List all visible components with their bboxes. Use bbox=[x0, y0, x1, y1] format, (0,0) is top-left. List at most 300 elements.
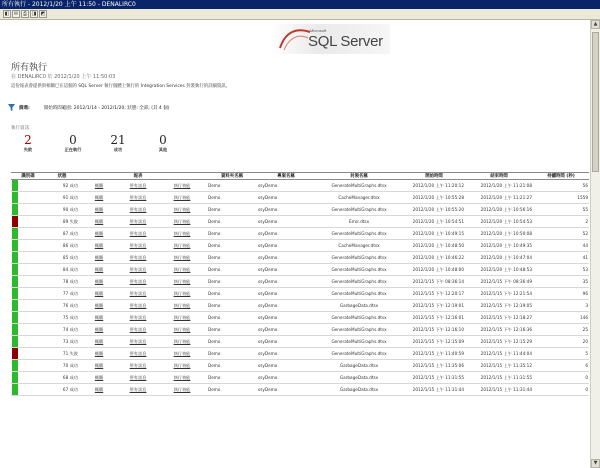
sql-server-logo bbox=[270, 24, 390, 54]
table-header-row bbox=[11, 173, 589, 180]
execution-id-value: 90 bbox=[62, 206, 69, 212]
folder-name: Demo bbox=[207, 240, 257, 252]
end-time: 2012/1/20 上午 10:54:53 bbox=[465, 216, 533, 228]
package-name: CacheManager.dtsx bbox=[315, 192, 403, 204]
stat-value: 0 bbox=[159, 133, 167, 147]
end-time: 2012/1/15 下午 08:36:49 bbox=[465, 276, 533, 288]
execution-performance-link[interactable]: 執行效能 bbox=[157, 360, 207, 372]
status-indicator bbox=[11, 288, 45, 300]
column-header[interactable]: 狀態 bbox=[45, 173, 79, 180]
report-toolbar bbox=[0, 9, 600, 20]
filter-text: 開始時間範圍: 2012/1/14 - 2012/1/20; 狀態: 全部; (其 4 個) bbox=[43, 105, 170, 111]
duration: 0 bbox=[533, 372, 589, 384]
status-indicator bbox=[11, 228, 45, 240]
package-name: GenerateMultiGraphs.dtsx bbox=[315, 348, 403, 360]
execution-performance-link[interactable]: 執行效能 bbox=[157, 324, 207, 336]
end-time: 2012/1/15 下午 12:21:54 bbox=[465, 288, 533, 300]
execution-status: 成功 bbox=[69, 302, 78, 308]
execution-id-value: 76 bbox=[62, 302, 69, 308]
duration: 55 bbox=[533, 204, 589, 216]
stat-value: 21 bbox=[110, 133, 126, 147]
execution-status: 成功 bbox=[69, 314, 78, 320]
start-time: 2012/1/15 下午 08:36:14 bbox=[403, 276, 465, 288]
table-row bbox=[11, 180, 589, 192]
column-header[interactable] bbox=[79, 173, 119, 180]
all-messages-link[interactable]: 所有訊息 bbox=[119, 264, 157, 276]
end-time: 2012/1/15 下午 12:15:29 bbox=[465, 336, 533, 348]
filter-label: 篩選: bbox=[19, 105, 30, 111]
status-indicator bbox=[11, 240, 45, 252]
overview-link[interactable]: 概觀 bbox=[79, 216, 119, 228]
overview-link[interactable]: 概觀 bbox=[79, 324, 119, 336]
table-row bbox=[11, 312, 589, 324]
execution-info-label: 執行資訊 bbox=[11, 126, 29, 131]
start-time: 2012/1/15 下午 12:19:01 bbox=[403, 300, 465, 312]
start-time: 2012/1/20 上午 10:55:28 bbox=[403, 192, 465, 204]
print-icon[interactable]: ⎙ bbox=[22, 11, 27, 17]
execution-id bbox=[45, 300, 79, 312]
filter-bar[interactable] bbox=[8, 104, 169, 111]
execution-id-value: 78 bbox=[62, 278, 69, 284]
folder-name: Demo bbox=[207, 312, 257, 324]
execution-status: 成功 bbox=[69, 278, 78, 284]
start-time: 2012/1/20 上午 10:54:51 bbox=[403, 216, 465, 228]
package-name: GarbageData.dtsx bbox=[315, 360, 403, 372]
execution-status: 成功 bbox=[69, 206, 78, 212]
execution-status: 成功 bbox=[69, 266, 78, 272]
scroll-up-icon[interactable]: ▲ bbox=[591, 20, 600, 29]
execution-status: 成功 bbox=[69, 326, 78, 332]
status-indicator-bar bbox=[12, 216, 18, 227]
execution-id bbox=[45, 324, 79, 336]
document-map-icon[interactable]: ◧ bbox=[4, 11, 10, 17]
status-indicator-bar bbox=[12, 252, 18, 263]
end-time: 2012/1/15 下午 12:16:36 bbox=[465, 324, 533, 336]
start-time: 2012/1/15 上午 11:35:06 bbox=[403, 360, 465, 372]
end-time: 2012/1/15 下午 12:19:05 bbox=[465, 300, 533, 312]
project-name: ssyDemo bbox=[257, 204, 315, 216]
column-header[interactable]: 開始時間 bbox=[403, 173, 465, 180]
start-time: 2012/1/20 上午 11:20:12 bbox=[403, 180, 465, 192]
overview-link[interactable]: 概觀 bbox=[79, 252, 119, 264]
execution-id bbox=[45, 288, 79, 300]
project-name: ssyDemo bbox=[257, 324, 315, 336]
duration: 146 bbox=[533, 312, 589, 324]
execution-status: 成功 bbox=[69, 374, 78, 380]
folder-name: Demo bbox=[207, 276, 257, 288]
project-name: ssyDemo bbox=[257, 360, 315, 372]
execution-performance-link[interactable]: 執行效能 bbox=[157, 216, 207, 228]
status-indicator-bar bbox=[12, 228, 18, 239]
execution-performance-link[interactable]: 執行效能 bbox=[157, 276, 207, 288]
execution-id bbox=[45, 384, 79, 396]
all-messages-link[interactable]: 所有訊息 bbox=[119, 240, 157, 252]
overview-link[interactable]: 概觀 bbox=[79, 348, 119, 360]
duration: 56 bbox=[533, 180, 589, 192]
execution-id-value: 75 bbox=[62, 314, 69, 320]
column-header[interactable]: 結束時間 bbox=[465, 173, 533, 180]
all-messages-link[interactable]: 所有訊息 bbox=[119, 192, 157, 204]
execution-id-value: 67 bbox=[62, 386, 69, 392]
folder-name: Demo bbox=[207, 372, 257, 384]
status-indicator-bar bbox=[12, 300, 18, 311]
table-row bbox=[11, 372, 589, 384]
table-row bbox=[11, 216, 589, 228]
status-indicator bbox=[11, 312, 45, 324]
stat-3 bbox=[148, 133, 178, 153]
execution-status: 失敗 bbox=[69, 350, 78, 356]
end-time: 2012/1/15 下午 12:18:27 bbox=[465, 312, 533, 324]
execution-performance-link[interactable]: 執行效能 bbox=[157, 228, 207, 240]
project-name: ssyDemo bbox=[257, 240, 315, 252]
start-time: 2012/1/15 下午 12:16:10 bbox=[403, 324, 465, 336]
execution-status: 成功 bbox=[69, 254, 78, 260]
duration: 1559 bbox=[533, 192, 589, 204]
execution-status: 成功 bbox=[69, 182, 78, 188]
start-time: 2012/1/20 上午 10:55:20 bbox=[403, 204, 465, 216]
table-row bbox=[11, 252, 589, 264]
execution-id-value: 86 bbox=[62, 242, 69, 248]
table-row bbox=[11, 276, 589, 288]
overview-link[interactable]: 概觀 bbox=[79, 300, 119, 312]
status-indicator bbox=[11, 324, 45, 336]
logo-microsoft-text: Microsoft bbox=[310, 28, 327, 33]
project-name: ssyDemo bbox=[257, 192, 315, 204]
filter-icon[interactable] bbox=[8, 104, 15, 111]
end-time: 2012/1/15 上午 11:31:55 bbox=[465, 372, 533, 384]
overview-link[interactable]: 概觀 bbox=[79, 276, 119, 288]
all-messages-link[interactable]: 所有訊息 bbox=[119, 300, 157, 312]
all-messages-link[interactable]: 所有訊息 bbox=[119, 348, 157, 360]
stat-value: 2 bbox=[24, 133, 32, 147]
project-name: ssyDemo bbox=[257, 288, 315, 300]
all-messages-link[interactable]: 所有訊息 bbox=[119, 180, 157, 192]
execution-id bbox=[45, 276, 79, 288]
execution-status: 失敗 bbox=[69, 218, 78, 224]
status-indicator bbox=[11, 252, 45, 264]
sql-server-swoosh-icon bbox=[278, 26, 312, 52]
stat-0 bbox=[13, 133, 43, 153]
overview-link[interactable]: 概觀 bbox=[79, 264, 119, 276]
execution-id-value: 91 bbox=[62, 194, 69, 200]
project-name: ssyDemo bbox=[257, 228, 315, 240]
package-name: GarbageData.dtsx bbox=[315, 372, 403, 384]
start-time: 2012/1/15 下午 12:20:17 bbox=[403, 288, 465, 300]
folder-name: Demo bbox=[207, 360, 257, 372]
duration: 25 bbox=[533, 324, 589, 336]
project-name: ssyDemo bbox=[257, 264, 315, 276]
project-name: ssyDemo bbox=[257, 276, 315, 288]
package-name: GenerateMultiGraphs.dtsx bbox=[315, 324, 403, 336]
duration: 6 bbox=[533, 360, 589, 372]
status-indicator bbox=[11, 384, 45, 396]
execution-id-value: 77 bbox=[62, 290, 69, 296]
package-name: GarbageData.dtsx bbox=[315, 300, 403, 312]
report-description: 這份報表會提供與相關已在這個的 SQL Server 執行個體上執行的 Integration Services 封裝執行的詳細資訊。 bbox=[11, 84, 231, 89]
status-indicator bbox=[11, 216, 45, 228]
duration: 52 bbox=[533, 228, 589, 240]
execution-performance-link[interactable]: 執行效能 bbox=[157, 288, 207, 300]
package-name: GenerateMultiGraphs.dtsx bbox=[315, 228, 403, 240]
status-indicator bbox=[11, 204, 45, 216]
execution-performance-link[interactable]: 執行效能 bbox=[157, 252, 207, 264]
overview-link[interactable]: 概觀 bbox=[79, 384, 119, 396]
folder-name: Demo bbox=[207, 336, 257, 348]
execution-id-value: 85 bbox=[62, 254, 69, 260]
end-time: 2012/1/20 上午 10:47:04 bbox=[465, 252, 533, 264]
folder-name: Demo bbox=[207, 252, 257, 264]
all-messages-link[interactable]: 所有訊息 bbox=[119, 360, 157, 372]
scroll-down-icon[interactable]: ▼ bbox=[591, 459, 600, 468]
package-name: Error.dtsx bbox=[315, 216, 403, 228]
overview-link[interactable]: 概觀 bbox=[79, 288, 119, 300]
status-indicator bbox=[11, 372, 45, 384]
execution-performance-link[interactable]: 執行效能 bbox=[157, 240, 207, 252]
folder-name: Demo bbox=[207, 384, 257, 396]
column-header[interactable]: 報表 bbox=[119, 173, 157, 180]
status-indicator-bar bbox=[12, 204, 18, 215]
all-messages-link[interactable]: 所有訊息 bbox=[119, 228, 157, 240]
status-indicator bbox=[11, 360, 45, 372]
duration: 3 bbox=[533, 300, 589, 312]
execution-performance-link[interactable]: 執行效能 bbox=[157, 180, 207, 192]
start-time: 2012/1/15 上午 11:31:55 bbox=[403, 372, 465, 384]
duration: 96 bbox=[533, 288, 589, 300]
package-name: GenerateMultiGraphs.dtsx bbox=[315, 288, 403, 300]
executions-table bbox=[11, 172, 589, 396]
project-name: ssyDemo bbox=[257, 180, 315, 192]
folder-name: Demo bbox=[207, 324, 257, 336]
duration: 5 bbox=[533, 348, 589, 360]
overview-link[interactable]: 概觀 bbox=[79, 372, 119, 384]
logo-product-text: SQL Server bbox=[308, 33, 383, 50]
status-indicator bbox=[11, 348, 45, 360]
project-name: ssyDemo bbox=[257, 312, 315, 324]
package-name: GarbageData.dtsx bbox=[315, 384, 403, 396]
end-time: 2012/1/20 上午 10:56:16 bbox=[465, 204, 533, 216]
execution-performance-link[interactable]: 執行效能 bbox=[157, 192, 207, 204]
status-indicator-bar bbox=[12, 360, 18, 371]
package-name: GenerateMultiGraphs.dtsx bbox=[315, 252, 403, 264]
stat-label: 正在執行 bbox=[64, 147, 82, 152]
execution-performance-link[interactable]: 執行效能 bbox=[157, 264, 207, 276]
execution-status: 成功 bbox=[69, 242, 78, 248]
end-time: 2012/1/20 上午 11:21:27 bbox=[465, 192, 533, 204]
folder-name: Demo bbox=[207, 228, 257, 240]
execution-id bbox=[45, 360, 79, 372]
all-messages-link[interactable]: 所有訊息 bbox=[119, 312, 157, 324]
start-time: 2012/1/15 下午 12:16:01 bbox=[403, 312, 465, 324]
package-name: GenerateMultiGraphs.dtsx bbox=[315, 204, 403, 216]
start-time: 2012/1/20 上午 10:48:50 bbox=[403, 240, 465, 252]
overview-link[interactable]: 概觀 bbox=[79, 360, 119, 372]
report-subtitle: 在 DENALIRC0 於 2012/1/20 上午 11:50:03 bbox=[11, 74, 116, 80]
column-header[interactable] bbox=[157, 173, 207, 180]
stat-1 bbox=[58, 133, 88, 153]
package-name: CacheManager.dtsx bbox=[315, 240, 403, 252]
table-row bbox=[11, 324, 589, 336]
duration: 35 bbox=[533, 276, 589, 288]
execution-id bbox=[45, 192, 79, 204]
end-time: 2012/1/15 上午 11:44:04 bbox=[465, 348, 533, 360]
duration: 2 bbox=[533, 216, 589, 228]
execution-id bbox=[45, 240, 79, 252]
execution-performance-link[interactable]: 執行效能 bbox=[157, 312, 207, 324]
execution-id bbox=[45, 252, 79, 264]
status-indicator-bar bbox=[12, 384, 18, 395]
execution-performance-link[interactable]: 執行效能 bbox=[157, 300, 207, 312]
execution-performance-link[interactable]: 執行效能 bbox=[157, 336, 207, 348]
stat-label: 其他 bbox=[158, 147, 168, 152]
overview-link[interactable]: 概觀 bbox=[79, 240, 119, 252]
start-time: 2012/1/20 上午 10:46:22 bbox=[403, 252, 465, 264]
column-header[interactable]: 資料夾名稱 bbox=[207, 173, 257, 180]
folder-name: Demo bbox=[207, 192, 257, 204]
folder-name: Demo bbox=[207, 348, 257, 360]
report-content bbox=[0, 20, 590, 468]
status-indicator bbox=[11, 300, 45, 312]
execution-id bbox=[45, 204, 79, 216]
folder-name: Demo bbox=[207, 288, 257, 300]
end-time: 2012/1/15 上午 11:35:12 bbox=[465, 360, 533, 372]
project-name: ssyDemo bbox=[257, 300, 315, 312]
status-indicator bbox=[11, 336, 45, 348]
column-header[interactable]: 識別碼 bbox=[11, 173, 45, 180]
status-indicator bbox=[11, 192, 45, 204]
all-messages-link[interactable]: 所有訊息 bbox=[119, 288, 157, 300]
project-name: ssyDemo bbox=[257, 384, 315, 396]
status-indicator bbox=[11, 180, 45, 192]
start-time: 2012/1/15 上午 11:31:44 bbox=[403, 384, 465, 396]
overview-link[interactable]: 概觀 bbox=[79, 192, 119, 204]
package-name: GenerateMultiGraphs.dtsx bbox=[315, 180, 403, 192]
end-time: 2012/1/20 上午 10:50:08 bbox=[465, 228, 533, 240]
column-header[interactable]: 封裝名稱 bbox=[315, 173, 403, 180]
folder-name: Demo bbox=[207, 264, 257, 276]
end-time: 2012/1/20 上午 11:21:08 bbox=[465, 180, 533, 192]
execution-id-value: 92 bbox=[62, 182, 69, 188]
duration: 20 bbox=[533, 336, 589, 348]
all-messages-link[interactable]: 所有訊息 bbox=[119, 384, 157, 396]
status-indicator-bar bbox=[12, 288, 18, 299]
status-indicator-bar bbox=[12, 348, 18, 359]
execution-performance-link[interactable]: 執行效能 bbox=[157, 204, 207, 216]
package-name: GenerateMultiGraphs.dtsx bbox=[315, 312, 403, 324]
table-row bbox=[11, 336, 589, 348]
execution-id bbox=[45, 372, 79, 384]
table-row bbox=[11, 204, 589, 216]
status-indicator-bar bbox=[12, 180, 18, 191]
start-time: 2012/1/20 上午 10:49:15 bbox=[403, 228, 465, 240]
status-indicator bbox=[11, 264, 45, 276]
execution-id bbox=[45, 180, 79, 192]
status-indicator bbox=[11, 276, 45, 288]
email-icon[interactable]: ✉ bbox=[13, 11, 19, 17]
execution-status: 成功 bbox=[69, 362, 78, 368]
vertical-scrollbar[interactable] bbox=[590, 20, 600, 468]
table-row bbox=[11, 300, 589, 312]
table-row bbox=[11, 384, 589, 396]
stat-label: 失敗 bbox=[23, 147, 33, 152]
folder-name: Demo bbox=[207, 216, 257, 228]
status-indicator-bar bbox=[12, 324, 18, 335]
execution-id-value: 71 bbox=[62, 350, 69, 356]
end-time: 2012/1/20 上午 10:49:35 bbox=[465, 240, 533, 252]
duration: 0 bbox=[533, 384, 589, 396]
execution-performance-link[interactable]: 執行效能 bbox=[157, 384, 207, 396]
all-messages-link[interactable]: 所有訊息 bbox=[119, 336, 157, 348]
overview-link[interactable]: 概觀 bbox=[79, 180, 119, 192]
table-row bbox=[11, 264, 589, 276]
all-messages-link[interactable]: 所有訊息 bbox=[119, 276, 157, 288]
execution-performance-link[interactable]: 執行效能 bbox=[157, 372, 207, 384]
overview-link[interactable]: 概觀 bbox=[79, 204, 119, 216]
status-indicator-bar bbox=[12, 240, 18, 251]
overview-link[interactable]: 概觀 bbox=[79, 228, 119, 240]
duration: 41 bbox=[533, 252, 589, 264]
project-name: ssyDemo bbox=[257, 216, 315, 228]
column-header[interactable]: 專案名稱 bbox=[257, 173, 315, 180]
execution-status: 成功 bbox=[69, 194, 78, 200]
overview-link[interactable]: 概觀 bbox=[79, 312, 119, 324]
table-row bbox=[11, 348, 589, 360]
execution-id bbox=[45, 336, 79, 348]
project-name: ssyDemo bbox=[257, 348, 315, 360]
all-messages-link[interactable]: 所有訊息 bbox=[119, 252, 157, 264]
all-messages-link[interactable]: 所有訊息 bbox=[119, 216, 157, 228]
table-row bbox=[11, 240, 589, 252]
duration: 53 bbox=[533, 264, 589, 276]
table-row bbox=[11, 228, 589, 240]
page-setup-icon[interactable]: ◨ bbox=[31, 11, 37, 17]
execution-id bbox=[45, 312, 79, 324]
all-messages-link[interactable]: 所有訊息 bbox=[119, 204, 157, 216]
execution-id bbox=[45, 228, 79, 240]
window-title: 所有執行 - 2012/1/20 上午 11:50 - DENALIRC0 bbox=[2, 1, 136, 8]
execution-status: 成功 bbox=[69, 230, 78, 236]
table-row bbox=[11, 288, 589, 300]
scrollbar-thumb[interactable] bbox=[592, 32, 599, 172]
all-messages-link[interactable]: 所有訊息 bbox=[119, 372, 157, 384]
execution-status: 成功 bbox=[69, 386, 78, 392]
package-name: GenerateMultiGraphs.dtsx bbox=[315, 264, 403, 276]
status-indicator-bar bbox=[12, 264, 18, 275]
overview-link[interactable]: 概觀 bbox=[79, 336, 119, 348]
column-header[interactable]: 持續時間 (秒) bbox=[533, 173, 589, 180]
start-time: 2012/1/15 上午 11:40:59 bbox=[403, 348, 465, 360]
execution-performance-link[interactable]: 執行效能 bbox=[157, 348, 207, 360]
project-name: ssyDemo bbox=[257, 372, 315, 384]
execution-status: 成功 bbox=[69, 338, 78, 344]
window-title-bar bbox=[0, 0, 600, 9]
status-indicator-bar bbox=[12, 336, 18, 347]
stat-value: 0 bbox=[69, 133, 77, 147]
table-body bbox=[11, 180, 589, 396]
stat-label: 成功 bbox=[113, 147, 123, 152]
all-messages-link[interactable]: 所有訊息 bbox=[119, 324, 157, 336]
execution-id-value: 68 bbox=[62, 374, 69, 380]
start-time: 2012/1/20 上午 10:48:00 bbox=[403, 264, 465, 276]
table-row bbox=[11, 192, 589, 204]
execution-id-value: 73 bbox=[62, 338, 69, 344]
execution-id-value: 70 bbox=[62, 362, 69, 368]
folder-name: Demo bbox=[207, 300, 257, 312]
page-title: 所有執行 bbox=[11, 63, 48, 73]
status-indicator-bar bbox=[12, 192, 18, 203]
project-name: ssyDemo bbox=[257, 252, 315, 264]
execution-status: 成功 bbox=[69, 290, 78, 296]
export-icon[interactable]: ◩ bbox=[40, 11, 46, 17]
